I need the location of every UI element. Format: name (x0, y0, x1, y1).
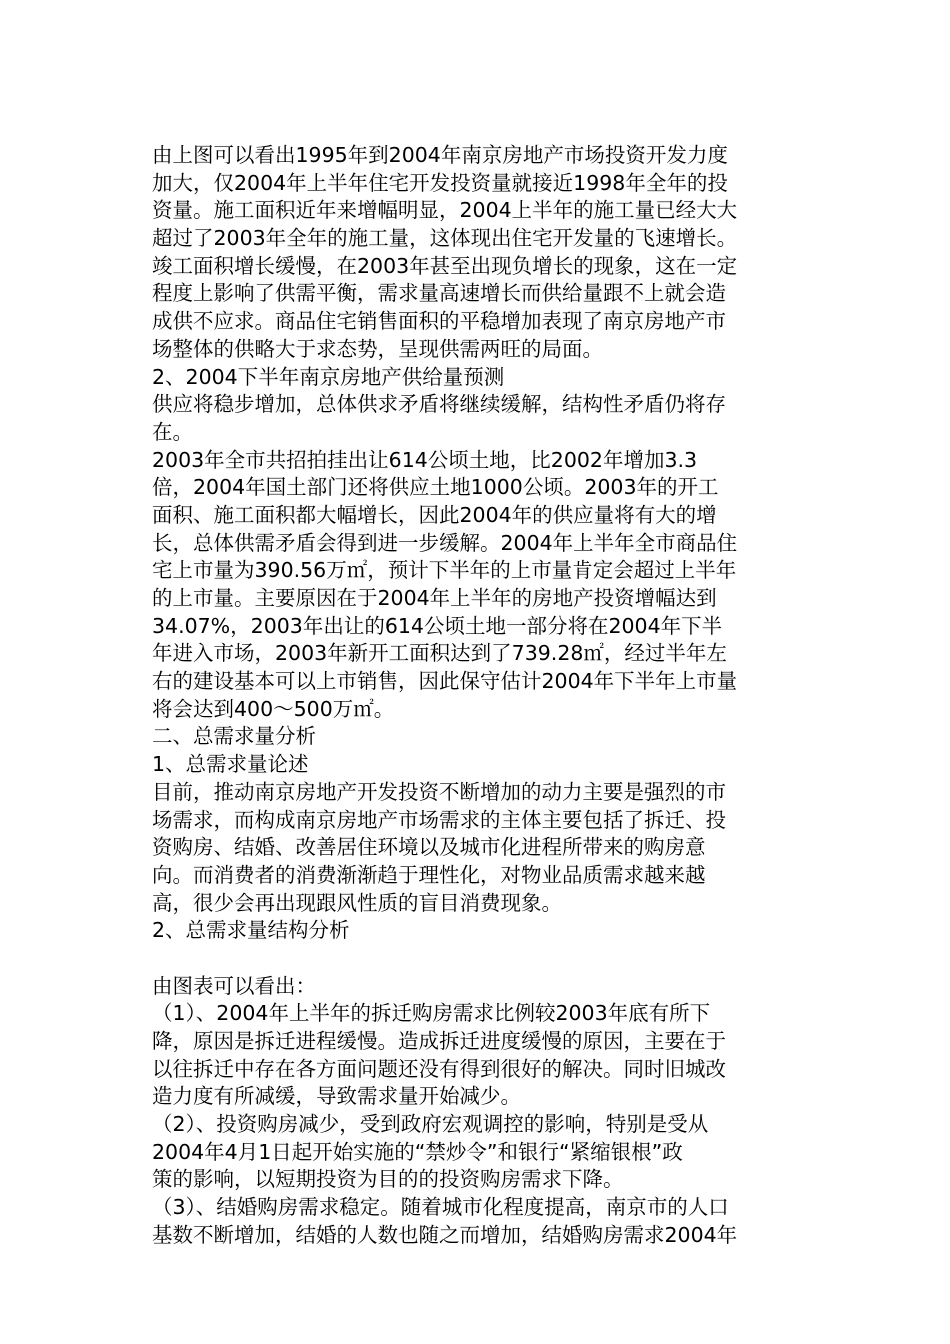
paragraph-line: 高，很少会再出现跟风性质的盲目消费现象。 (152, 890, 562, 915)
section-heading: 2、总需求量结构分析 (152, 918, 350, 943)
section-heading: 二、总需求量分析 (152, 724, 316, 749)
paragraph-line: 右的建设基本可以上市销售，因此保守估计2004年下半年上市量 (152, 669, 738, 694)
paragraph-line: 成供不应求。商品住宅销售面积的平稳增加表现了南京房地产市 (152, 309, 726, 334)
paragraph-line: 超过了2003年全年的施工量，这体现出住宅开发量的飞速增长。 (152, 226, 738, 251)
paragraph-line: 场需求，而构成南京房地产市场需求的主体主要包括了拆迁、投 (152, 807, 726, 832)
paragraph-line: 造力度有所减缓，导致需求量开始减少。 (152, 1084, 521, 1109)
paragraph-line: 加大，仅2004年上半年住宅开发投资量就接近1998年全年的投 (152, 170, 728, 195)
section-heading: 2、2004下半年南京房地产供给量预测 (152, 364, 505, 389)
paragraph-line: 宅上市量为390.56万㎡，预计下半年的上市量肯定会超过上半年 (152, 558, 737, 583)
paragraph-line: 程度上影响了供需平衡，需求量高速增长而供给量跟不上就会造 (152, 281, 726, 306)
section-heading: 1、总需求量论述 (152, 752, 309, 777)
paragraph-line: 目前，推动南京房地产开发投资不断增加的动力主要是强烈的市 (152, 779, 726, 804)
paragraph-line: 将会达到400～500万㎡。 (152, 696, 395, 721)
paragraph-line: 倍，2004年国土部门还将供应土地1000公顷。2003年的开工 (152, 475, 719, 500)
paragraph-line: 由图表可以看出： (152, 973, 316, 998)
paragraph-line: 的上市量。主要原因在于2004年上半年的房地产投资增幅达到 (152, 586, 717, 610)
blank-line (152, 945, 812, 973)
paragraph-line: 34.07%，2003年出让的614公顷土地一部分将在2004年下半 (152, 613, 723, 638)
paragraph-line: 在。 (152, 419, 193, 444)
paragraph-line: 向。而消费者的消费渐渐趋于理性化，对物业品质需求越来越 (152, 862, 706, 887)
paragraph-line: 策的影响，以短期投资为目的的投资购房需求下降。 (152, 1167, 624, 1192)
document-page (152, 142, 812, 1250)
paragraph-line: 资购房、结婚、改善居住环境以及城市化进程所带来的购房意 (152, 835, 706, 860)
paragraph-line: 由上图可以看出1995年到2004年南京房地产市场投资开发力度 (152, 143, 728, 167)
paragraph-line: 资量。施工面积近年来增幅明显，2004上半年的施工量已经大大 (152, 198, 738, 223)
paragraph-line: 长，总体供需矛盾会得到进一步缓解。2004年上半年全市商品住 (152, 530, 738, 555)
paragraph-line: 降，原因是拆迁进程缓慢。造成拆迁进度缓慢的原因，主要在于 (152, 1029, 726, 1053)
paragraph-line: 年进入市场，2003年新开工面积达到了739.28㎡，经过半年左 (152, 641, 727, 666)
paragraph-line: 以往拆迁中存在各方面问题还没有得到很好的解决。同时旧城改 (152, 1056, 726, 1081)
paragraph-line: 2004年4月1日起开始实施的“禁炒令”和银行“紧缩银根”政 (152, 1139, 683, 1164)
paragraph-line: 场整体的供略大于求态势，呈现供需两旺的局面。 (152, 336, 603, 361)
paragraph-line: 基数不断增加，结婚的人数也随之而增加，结婚购房需求2004年 (152, 1222, 738, 1247)
paragraph-line: 供应将稳步增加，总体供求矛盾将继续缓解，结构性矛盾仍将存 (152, 392, 726, 417)
paragraph-line: 竣工面积增长缓慢，在2003年甚至出现负增长的现象，这在一定 (152, 253, 738, 278)
paragraph-line: （2）、投资购房减少，受到政府宏观调控的影响，特别是受从 (152, 1112, 709, 1137)
paragraph-line: 2003年全市共招拍挂出让614公顷土地，比2002年增加3.3 (152, 447, 698, 472)
paragraph-line: （1）、2004年上半年的拆迁购房需求比例较2003年底有所下 (152, 1001, 711, 1026)
paragraph-line: 面积、施工面积都大幅增长，因此2004年的供应量将有大的增 (152, 502, 717, 527)
paragraph-line: （3）、结婚购房需求稳定。随着城市化程度提高，南京市的人口 (152, 1195, 729, 1220)
